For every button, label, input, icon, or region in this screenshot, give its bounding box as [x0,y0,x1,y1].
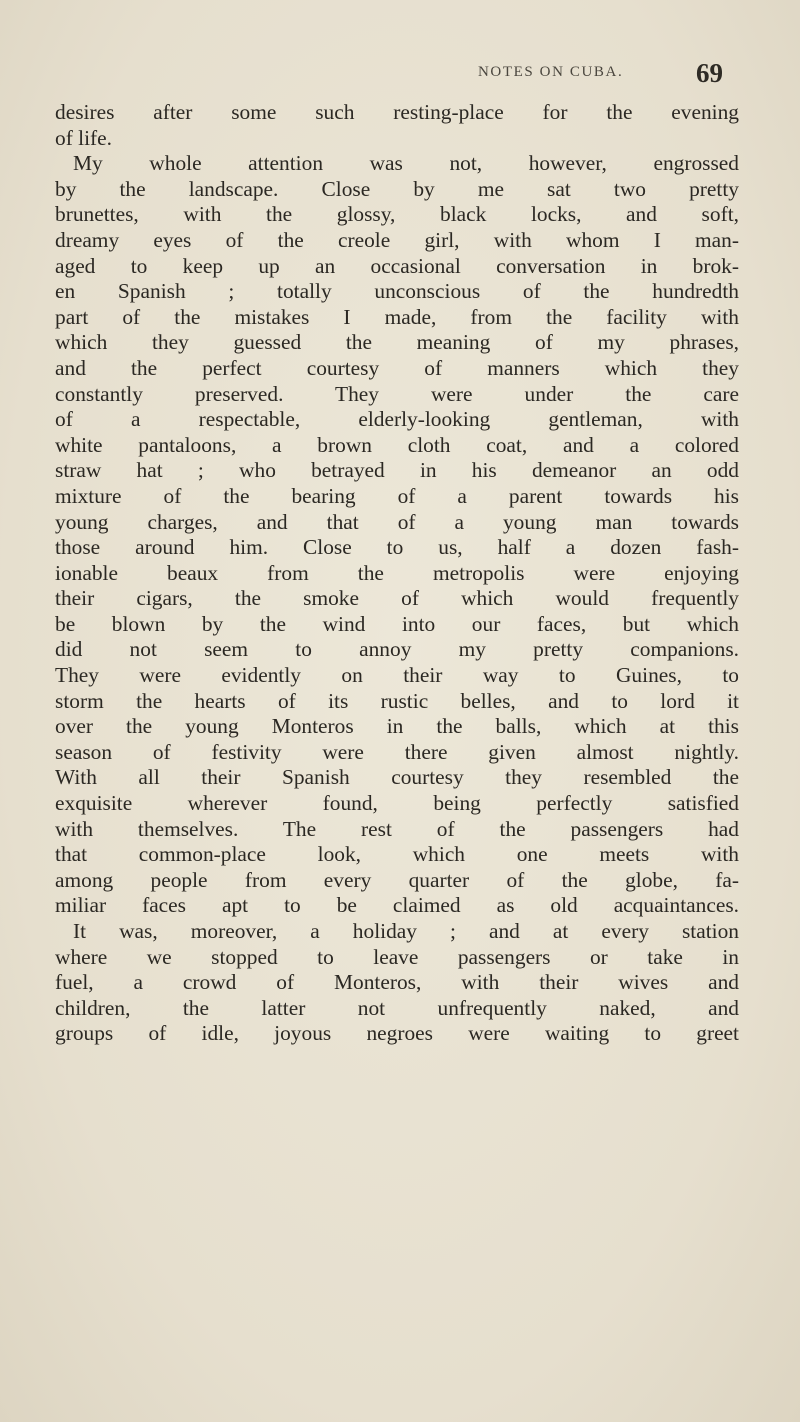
text-line: constantly preserved. They were under the care [55,381,739,406]
text-line: miliar faces apt to be claimed as old acquaintances. [55,893,739,918]
text-line: ionable beaux from the metropolis were enjoying [55,560,739,585]
text-line: It was, moreover, a holiday ; and at every station [73,919,739,943]
text-line: brunettes, with the glossy, black locks, and soft, [55,202,739,227]
text-line: mixture of the bearing of a parent towards his [55,483,739,508]
page-number: 69 [696,58,723,88]
text-line: that common-place look, which one meets with [55,842,739,867]
running-head-title: NOTES ON CUBA. [478,64,624,80]
text-line: fuel, a crowd of Monteros, with their wives and [55,970,739,995]
text-line: part of the mistakes I made, from the facility with [55,304,739,329]
running-head [0,58,800,98]
text-line: and the perfect courtesy of manners which they [55,355,739,380]
text-line: exquisite wherever found, being perfectly satisfied [55,791,739,816]
text-line: My whole attention was not, however, engrossed [73,151,739,176]
text-line: groups of idle, joyous negroes were waiting to greet [55,1021,739,1046]
text-line: their cigars, the smoke of which would frequently [55,586,739,611]
text-line: aged to keep up an occasional conversation in brok- [55,253,739,278]
text-line: young charges, and that of a young man towards [55,509,739,534]
text-line: of a respectable, elderly-looking gentleman, with [55,407,739,432]
text-line: those around him. Close to us, half a dozen fash- [55,535,739,560]
text-line: by the landscape. Close by me sat two pretty [55,176,739,201]
text-line: children, the latter not unfrequently naked, and [55,995,739,1020]
text-line: where we stopped to leave passengers or take in [55,944,739,969]
text-line: did not seem to annoy my pretty companions. [55,637,739,662]
text-line: with themselves. The rest of the passengers had [55,816,739,841]
text-line: storm the hearts of its rustic belles, and to lord it [55,688,739,713]
text-line: of life. [55,125,113,150]
text-line: desires after some such resting-place for the evening [55,100,739,124]
body-text [55,100,739,1047]
text-line: They were evidently on their way to Guines, to [55,663,739,688]
text-line: season of festivity were there given almost nightly. [55,739,739,764]
text-line: en Spanish ; totally unconscious of the hundredth [55,279,739,304]
text-line: which they guessed the meaning of my phrases, [55,330,739,355]
text-line: among people from every quarter of the globe, fa- [55,867,739,892]
text-line: be blown by the wind into our faces, but which [55,611,739,636]
text-line: over the young Monteros in the balls, which at this [55,714,739,739]
text-line: white pantaloons, a brown cloth coat, and a colored [55,432,739,457]
text-line: With all their Spanish courtesy they resembled the [55,765,739,790]
text-line: dreamy eyes of the creole girl, with whom I man- [55,227,739,252]
text-line: straw hat ; who betrayed in his demeanor an odd [55,458,739,483]
